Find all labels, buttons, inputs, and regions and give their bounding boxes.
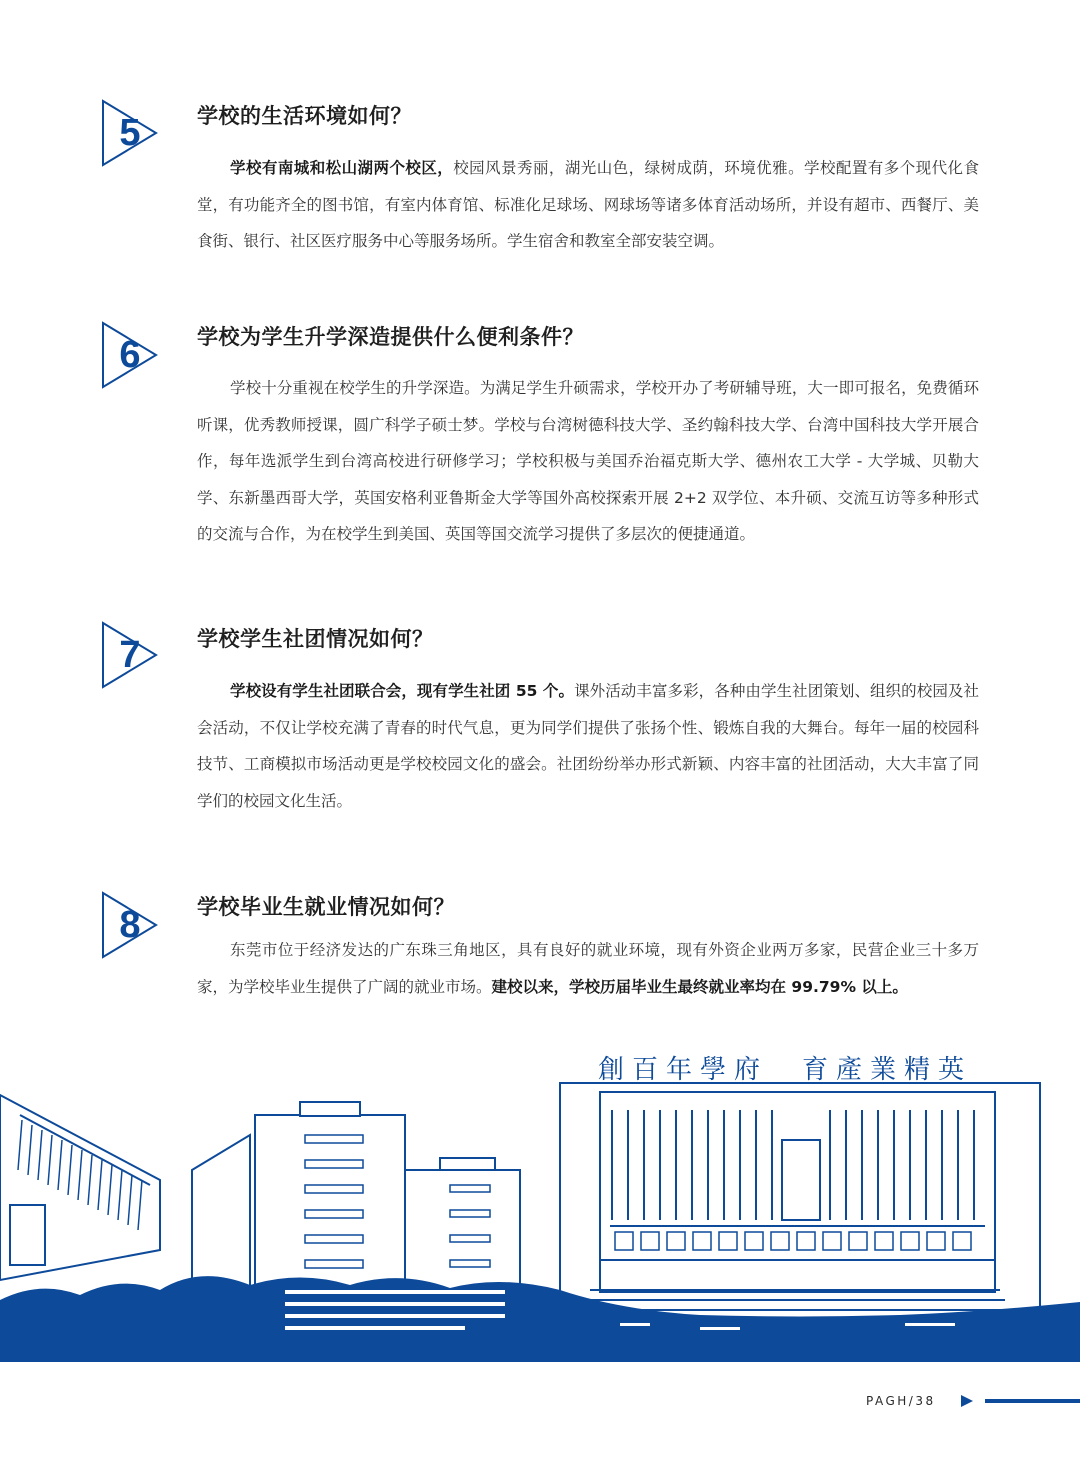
section-number: 8 — [119, 904, 141, 946]
triangle-icon — [100, 98, 160, 168]
number-badge — [100, 320, 160, 390]
section-number: 6 — [119, 334, 141, 376]
question-title: 学校的生活环境如何？ — [197, 104, 412, 128]
triangle-icon — [100, 320, 160, 390]
bold-lead: 学校有南城和松山湖两个校区， — [230, 159, 454, 177]
answer-body: 学校十分重视在校学生的升学深造。为满足学生升硕需求，学校开办了考研辅导班，大一即可报名，免费循环听课，优秀教师授课，圆广科学子硕士梦。学校与台湾树德科技大学、圣约翰科技大学、台湾中国科技大学开展合作，每年选派学生到台湾高校进行研修学习；学校积极与美国乔治福克斯大学、德州农工大学 - 大学城、贝勒大学、东新墨西哥大学，英国安格利亚鲁斯金大学等国外高校探索开展 2+2 双学位、本升硕、交流互访等多种形式的交流与合作，为在校学生到美国、英国等国交流学习提供了多层次的便捷通道。 — [197, 379, 979, 543]
answer-paragraph — [197, 370, 979, 553]
bold-lead: 学校设有学生社团联合会，现有学生社团 55 个。 — [230, 682, 575, 700]
building-sign-text: 創百年學府 育產業精英 — [597, 1055, 973, 1085]
question-title: 学校毕业生就业情况如何？ — [197, 895, 455, 919]
section-number: 7 — [119, 634, 141, 676]
number-badge — [100, 98, 160, 168]
answer-paragraph — [197, 150, 979, 260]
footer-accent-line — [985, 1399, 1080, 1403]
answer-body: 东莞市位于经济发达的广东珠三角地区，具有良好的就业环境，现有外资企业两万多家，民营企业三十多万家，为学校毕业生提供了广阔的就业市场。 — [197, 941, 979, 996]
question-title: 学校学生社团情况如何？ — [197, 627, 434, 651]
section-number: 5 — [119, 112, 141, 154]
answer-paragraph — [197, 673, 979, 819]
bold-tail: 建校以来，学校历届毕业生最终就业率均在 99.79% 以上。 — [491, 977, 908, 996]
number-badge — [100, 620, 160, 690]
triangle-icon — [100, 890, 160, 960]
play-arrow-icon — [960, 1394, 974, 1408]
question-title: 学校为学生升学深造提供什么便利条件？ — [197, 325, 584, 349]
campus-skyline-illustration — [0, 1040, 1080, 1370]
answer-paragraph — [197, 932, 979, 1005]
answer-body: 校园风景秀丽，湖光山色，绿树成荫，环境优雅。学校配置有多个现代化食堂，有功能齐全的图书馆，有室内体育馆、标准化足球场、网球场等诸多体育活动场所，并设有超市、西餐厅、美食街、银行、社区医疗服务中心等服务场所。学生宿舍和教室全部安装空调。 — [197, 159, 979, 250]
number-badge — [100, 890, 160, 960]
page-number-label: PAGH/38 — [866, 1394, 936, 1408]
answer-body: 课外活动丰富多彩，各种由学生社团策划、组织的校园及社会活动，不仅让学校充满了青春的时代气息，更为同学们提供了张扬个性、锻炼自我的大舞台。每年一届的校园科技节、工商模拟市场活动更是学校校园文化的盛会。社团纷纷举办形式新颖、内容丰富的社团活动，大大丰富了同学们的校园文化生活。 — [197, 682, 979, 810]
triangle-icon — [100, 620, 160, 690]
